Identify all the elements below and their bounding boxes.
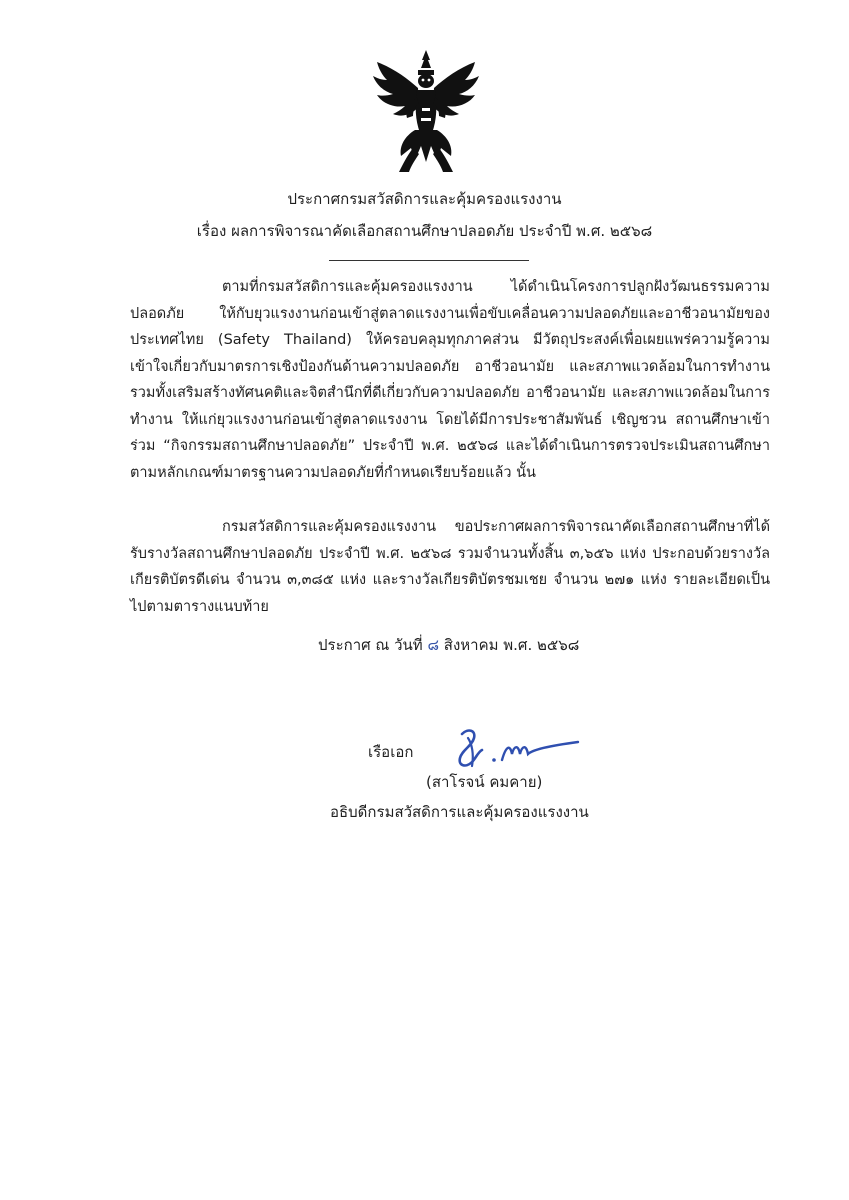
signer-position: อธิบดีกรมสวัสดิการและคุ้มครองแรงงาน: [330, 803, 589, 821]
garuda-emblem: [369, 48, 483, 176]
date-prefix: ประกาศ ณ วันที่: [318, 636, 428, 654]
signer-rank: เรือเอก: [368, 743, 414, 761]
date-suffix: สิงหาคม พ.ศ. ๒๕๖๘: [439, 636, 580, 654]
signer-name: (สาโรจน์ คมคาย): [426, 773, 543, 791]
announcement-title: ประกาศกรมสวัสดิการและคุ้มครองแรงงาน: [287, 190, 562, 208]
body-paragraph-2: กรมสวัสดิการและคุ้มครองแรงงาน ขอประกาศผลการพิจารณาคัดเลือกสถานศึกษาที่ได้รับรางวัลสถานศึกษาปลอดภัย ประจำปี พ.ศ. ๒๕๖๘ รวมจำนวนทั้งสิ้น ๓,๖๕๖ แห่ง ประกอบด้วยรางวัลเกียรติบัตรดีเด่น จำนวน ๓,๓๘๕ แห่ง และรางวัลเกียรติบัตรชมเชย จำนวน ๒๗๑ แห่ง รายละเอียดเป็นไปตามตารางแนบท้าย: [130, 519, 770, 615]
body-paragraph-1: ตามที่กรมสวัสดิการและคุ้มครองแรงงาน ได้ดำเนินโครงการปลูกฝังวัฒนธรรมความปลอดภัย ให้กับยุวแรงงานก่อนเข้าสู่ตลาดแรงงานเพื่อขับเคลื่อนความปลอดภัยและอาชีวอนามัยของประเทศไทย (Safety Thailand) ให้ครอบคลุมทุกภาคส่วน มีวัตถุประสงค์เพื่อเผยแพร่ความรู้ความเข้าใจเกี่ยวกับมาตรการเชิงป้องกันด้านความปลอดภัย อาชีวอนามัย และสภาพแวดล้อมในการทำงาน รวมทั้งเสริมสร้างทัศนคติและจิตสำนึกที่ดีเกี่ยวกับความปลอดภัย อาชีวอนามัย และสภาพแวดล้อมในการทำงาน ให้แก่ยุวแรงงานก่อนเข้าสู่ตลาดแรงงาน โดยได้มีการประชาสัมพันธ์ เชิญชวน สถานศึกษาเข้าร่วม “กิจกรรมสถานศึกษาปลอดภัย” ประจำปี พ.ศ. ๒๕๖๘ และได้ดำเนินการตรวจประเมินสถานศึกษาตามหลักเกณฑ์มาตรฐานความปลอดภัยที่กำหนดเรียบร้อยแล้ว นั้น: [130, 279, 770, 481]
title-divider: [329, 260, 529, 261]
date-day: ๘: [427, 636, 440, 654]
handwritten-signature: [448, 724, 588, 776]
announcement-date: [318, 633, 579, 657]
announcement-subject: เรื่อง ผลการพิจารณาคัดเลือกสถานศึกษาปลอดภัย ประจำปี พ.ศ. ๒๕๖๘: [196, 222, 653, 240]
